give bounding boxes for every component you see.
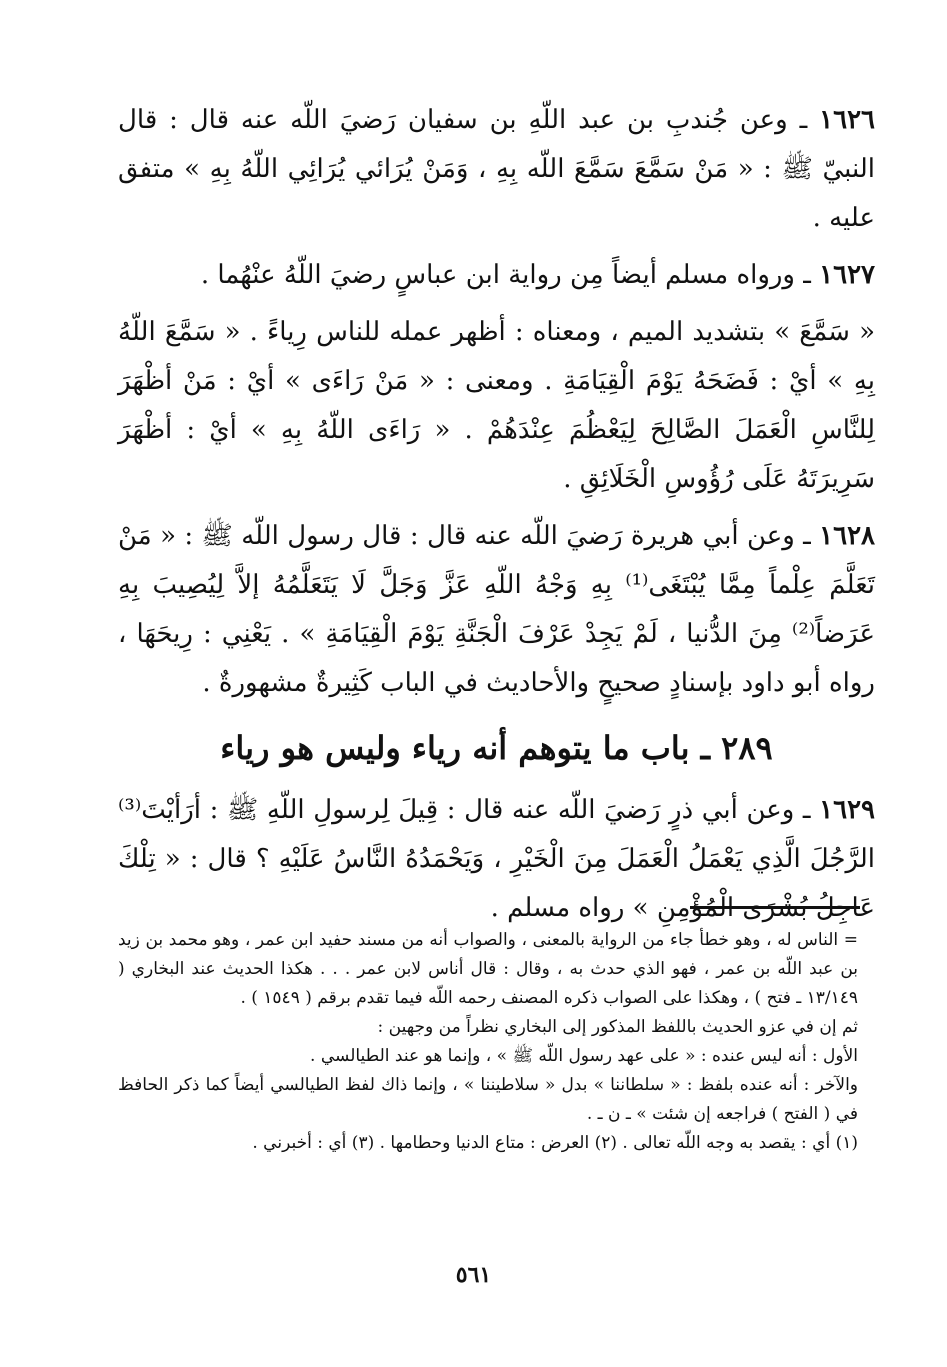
hadith-text: ـ وعن أبي هريرة رَضيَ اللّه عنه قال : قال رسول اللّه ﷺ : « مَنْ تَعَلَّمَ عِلْماً مِمَّا يُبْتَغَى⁽¹⁾ بِهِ وَجْهُ اللّهِ عَزَّ وَجَلَّ لَا يَتَعَلَّمُهُ إلاَّ لِيُصِيبَ بِهِ عَرَضاً⁽²⁾ مِنَ الدُّنيا ، لَمْ يَجِدْ عَرْفَ الْجَنَّةِ يَوْمَ الْقِيَامَةِ » . يَعْنِي : رِيحَهَا ، رواه أبو داود بإسنادٍ صحيحٍ والأحاديث في الباب كَثِيرةٌ مشهورةٌ . — [118, 521, 875, 698]
hadith-text: ـ ورواه مسلم أيضاً مِن رواية ابن عباسٍ رضيَ اللّهُ عنْهُما . — [200, 260, 811, 290]
footnote-continued: = الناس له ، وهو خطأ جاء من الرواية بالمعنى ، والصواب أنه من مسند حفيد ابن عمر ، وهو محمد بن زيد بن عبد اللّه بن عمر ، فهو الذي حدث به ، وقال : قال أناس لابن عمر . . . هكذا الحديث عند البخاري ( ١٣/١٤٩ ـ فتح ) ، وهكذا على الصواب ذكره المصنف رحمه اللّه فيما تقدم برقم ( ١٥٤٩ ) . — [118, 930, 858, 1008]
footnote-first: الأول : أنه ليس عنده : « على عهد رسول اللّه ﷺ » ، وإنما هو عند الطيالسي . — [310, 1046, 858, 1066]
hadith-number: ١٦٢٧ — [819, 260, 875, 290]
footnote-intro: ثم إن في عزو الحديث باللفظ المذكور إلى البخاري نظراً من وجهين : — [377, 1017, 858, 1037]
explanation-paragraph: « سَمَّعَ » بتشديد الميم ، ومعناه : أظهر عمله للناس رِياءً . « سَمَّعَ اللّهُ بِهِ » أيْ : فَضَحَهُ يَوْمَ الْقِيَامَةِ . ومعنى : « مَنْ رَاءَى » أيْ : مَنْ أظْهَرَ لِلنَّاسِ الْعَمَلَ الصَّالِحَ لِيَعْظُمَ عِنْدَهُمْ . « رَاءَى اللّهُ بِهِ » أيْ : أظْهَرَ سَرِيرَتَهُ عَلَى رُؤُوسِ الْخَلَائِقِ . — [118, 317, 875, 494]
hadith-1629 — [118, 786, 875, 933]
main-text — [118, 96, 875, 941]
hadith-1627 — [118, 251, 875, 300]
page-number: ٥٦١ — [455, 1262, 492, 1288]
footnote-separator — [690, 906, 860, 909]
hadith-text: ـ وعن جُندبِ بن عبد اللّهِ بن سفيان رَضيَ اللّه عنه قال : قال النبيّ ﷺ : « مَنْ سَمَّعَ سَمَّعَ اللّه بِهِ ، وَمَنْ يُرَائي يُرَائِي اللّهُ بِهِ » متفق عليه . — [118, 105, 875, 233]
hadith-text: ـ وعن أبي ذرٍ رَضيَ اللّه عنه قال : قِيلَ لِرسولِ اللّهِ ﷺ : أرَأيْتَ⁽³⁾ الرَّجُلَ الَّذِي يَعْمَلُ الْعَمَلَ مِنَ الْخَيْرِ ، وَيَحْمَدُهُ النَّاسُ عَلَيْهِ ؟ قال : « تِلْكَ عَاجِلُ بُشْرَى الْمُؤْمِنِ » رواه مسلم . — [118, 795, 875, 923]
hadith-1626 — [118, 96, 875, 243]
footnote-numbered: (١) أي : يقصد به وجه اللّه تعالى . (٢) العرض : متاع الدنيا وحطامها . (٣) أي : أخبرني . — [252, 1133, 858, 1153]
hadith-number: ١٦٢٩ — [819, 795, 876, 825]
footnote-second: والآخر : أنه عنده بلفظ : « سلطاننا » بدل « سلاطيننا » ، وإنما ذاك لفظ الطيالسي أيضاً كما ذكر الحافظ في ( الفتح ) فراجعه إن شئت » ـ ن ـ . — [118, 1075, 858, 1124]
footnotes — [118, 926, 858, 1158]
hadith-number: ١٦٢٦ — [819, 105, 876, 135]
hadith-1628 — [118, 512, 875, 708]
chapter-title: ٢٨٩ ـ باب ما يتوهم أنه رياء وليس هو رياء — [220, 729, 773, 767]
hadith-number: ١٦٢٨ — [819, 521, 876, 551]
